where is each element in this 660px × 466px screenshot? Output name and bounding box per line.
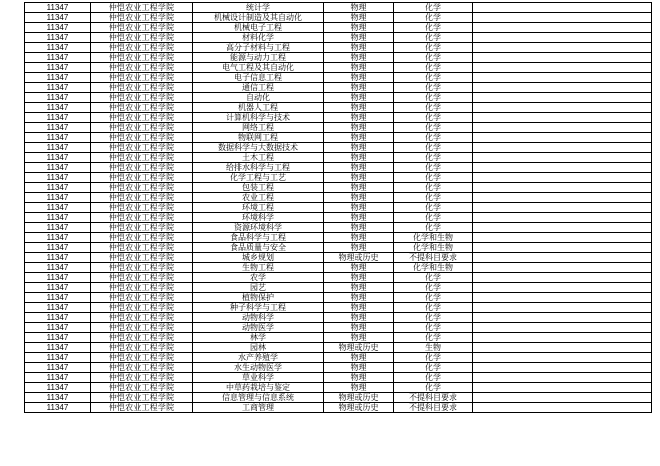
table-row — [25, 53, 652, 63]
school-name-cell: 仲恺农业工程学院 — [91, 173, 193, 183]
empty-cell — [473, 313, 652, 323]
school-code-cell: 11347 — [25, 263, 91, 273]
second-subject-cell: 化学 — [394, 13, 473, 23]
empty-cell — [473, 23, 652, 33]
first-subject-cell: 物理 — [324, 243, 394, 253]
second-subject-cell: 化学 — [394, 213, 473, 223]
school-name-cell: 仲恺农业工程学院 — [91, 203, 193, 213]
school-name-cell: 仲恺农业工程学院 — [91, 153, 193, 163]
first-subject-cell: 物理 — [324, 373, 394, 383]
school-name-cell: 仲恺农业工程学院 — [91, 123, 193, 133]
table-row — [25, 133, 652, 143]
school-code-cell: 11347 — [25, 313, 91, 323]
second-subject-cell: 化学 — [394, 103, 473, 113]
empty-cell — [473, 63, 652, 73]
second-subject-cell: 化学 — [394, 333, 473, 343]
table-row — [25, 83, 652, 93]
first-subject-cell: 物理 — [324, 303, 394, 313]
empty-cell — [473, 353, 652, 363]
empty-cell — [473, 163, 652, 173]
school-code-cell: 11347 — [25, 43, 91, 53]
second-subject-cell: 化学 — [394, 23, 473, 33]
major-name-cell: 机器人工程 — [193, 103, 324, 113]
empty-cell — [473, 343, 652, 353]
second-subject-cell: 化学 — [394, 303, 473, 313]
first-subject-cell: 物理或历史 — [324, 343, 394, 353]
school-name-cell: 仲恺农业工程学院 — [91, 403, 193, 413]
first-subject-cell: 物理 — [324, 103, 394, 113]
second-subject-cell: 化学 — [394, 83, 473, 93]
table-row — [25, 303, 652, 313]
school-name-cell: 仲恺农业工程学院 — [91, 293, 193, 303]
school-name-cell: 仲恺农业工程学院 — [91, 213, 193, 223]
second-subject-cell: 化学 — [394, 3, 473, 13]
major-name-cell: 材料化学 — [193, 33, 324, 43]
empty-cell — [473, 233, 652, 243]
first-subject-cell: 物理 — [324, 203, 394, 213]
school-code-cell: 11347 — [25, 83, 91, 93]
second-subject-cell: 化学 — [394, 43, 473, 53]
table-row — [25, 13, 652, 23]
major-name-cell: 城乡规划 — [193, 253, 324, 263]
empty-cell — [473, 403, 652, 413]
table-row — [25, 223, 652, 233]
major-name-cell: 工商管理 — [193, 403, 324, 413]
empty-cell — [473, 183, 652, 193]
school-name-cell: 仲恺农业工程学院 — [91, 243, 193, 253]
first-subject-cell: 物理 — [324, 113, 394, 123]
second-subject-cell: 化学 — [394, 163, 473, 173]
major-name-cell: 土木工程 — [193, 153, 324, 163]
school-name-cell: 仲恺农业工程学院 — [91, 313, 193, 323]
school-code-cell: 11347 — [25, 183, 91, 193]
second-subject-cell: 化学 — [394, 143, 473, 153]
first-subject-cell: 物理或历史 — [324, 393, 394, 403]
school-code-cell: 11347 — [25, 153, 91, 163]
school-name-cell: 仲恺农业工程学院 — [91, 23, 193, 33]
major-name-cell: 给排水科学与工程 — [193, 163, 324, 173]
school-name-cell: 仲恺农业工程学院 — [91, 43, 193, 53]
table-row — [25, 183, 652, 193]
school-code-cell: 11347 — [25, 223, 91, 233]
first-subject-cell: 物理 — [324, 43, 394, 53]
school-code-cell: 11347 — [25, 143, 91, 153]
school-name-cell: 仲恺农业工程学院 — [91, 53, 193, 63]
school-name-cell: 仲恺农业工程学院 — [91, 383, 193, 393]
first-subject-cell: 物理 — [324, 3, 394, 13]
major-name-cell: 电气工程及其自动化 — [193, 63, 324, 73]
empty-cell — [473, 373, 652, 383]
school-name-cell: 仲恺农业工程学院 — [91, 73, 193, 83]
school-code-cell: 11347 — [25, 173, 91, 183]
first-subject-cell: 物理或历史 — [324, 403, 394, 413]
school-code-cell: 11347 — [25, 343, 91, 353]
second-subject-cell: 化学 — [394, 53, 473, 63]
first-subject-cell: 物理 — [324, 383, 394, 393]
second-subject-cell: 化学 — [394, 173, 473, 183]
empty-cell — [473, 3, 652, 13]
first-subject-cell: 物理 — [324, 273, 394, 283]
first-subject-cell: 物理 — [324, 353, 394, 363]
table-row — [25, 173, 652, 183]
school-code-cell: 11347 — [25, 33, 91, 43]
school-code-cell: 11347 — [25, 133, 91, 143]
school-code-cell: 11347 — [25, 353, 91, 363]
school-code-cell: 11347 — [25, 253, 91, 263]
school-name-cell: 仲恺农业工程学院 — [91, 343, 193, 353]
table-row — [25, 283, 652, 293]
school-code-cell: 11347 — [25, 23, 91, 33]
table-row — [25, 73, 652, 83]
school-name-cell: 仲恺农业工程学院 — [91, 303, 193, 313]
major-name-cell: 机械电子工程 — [193, 23, 324, 33]
first-subject-cell: 物理 — [324, 53, 394, 63]
subject-requirements-sheet — [24, 2, 651, 413]
major-name-cell: 环境科学 — [193, 213, 324, 223]
first-subject-cell: 物理 — [324, 173, 394, 183]
school-code-cell: 11347 — [25, 243, 91, 253]
school-name-cell: 仲恺农业工程学院 — [91, 33, 193, 43]
second-subject-cell: 化学 — [394, 113, 473, 123]
table-row — [25, 33, 652, 43]
school-code-cell: 11347 — [25, 373, 91, 383]
school-name-cell: 仲恺农业工程学院 — [91, 253, 193, 263]
school-name-cell: 仲恺农业工程学院 — [91, 373, 193, 383]
school-code-cell: 11347 — [25, 273, 91, 283]
major-name-cell: 林学 — [193, 333, 324, 343]
table-row — [25, 293, 652, 303]
table-row — [25, 383, 652, 393]
school-code-cell: 11347 — [25, 383, 91, 393]
second-subject-cell: 化学和生物 — [394, 243, 473, 253]
first-subject-cell: 物理 — [324, 153, 394, 163]
empty-cell — [473, 83, 652, 93]
table-row — [25, 393, 652, 403]
first-subject-cell: 物理 — [324, 223, 394, 233]
second-subject-cell: 化学 — [394, 273, 473, 283]
empty-cell — [473, 283, 652, 293]
second-subject-cell: 化学 — [394, 63, 473, 73]
table-row — [25, 253, 652, 263]
school-code-cell: 11347 — [25, 193, 91, 203]
empty-cell — [473, 193, 652, 203]
major-name-cell: 动物医学 — [193, 323, 324, 333]
second-subject-cell: 化学 — [394, 203, 473, 213]
school-code-cell: 11347 — [25, 163, 91, 173]
major-name-cell: 中草药栽培与鉴定 — [193, 383, 324, 393]
empty-cell — [473, 393, 652, 403]
major-name-cell: 水产养殖学 — [193, 353, 324, 363]
school-code-cell: 11347 — [25, 103, 91, 113]
school-code-cell: 11347 — [25, 293, 91, 303]
first-subject-cell: 物理 — [324, 313, 394, 323]
school-name-cell: 仲恺农业工程学院 — [91, 263, 193, 273]
school-code-cell: 11347 — [25, 333, 91, 343]
major-name-cell: 生物工程 — [193, 263, 324, 273]
empty-cell — [473, 13, 652, 23]
school-code-cell: 11347 — [25, 203, 91, 213]
second-subject-cell: 化学 — [394, 153, 473, 163]
table-row — [25, 273, 652, 283]
school-name-cell: 仲恺农业工程学院 — [91, 133, 193, 143]
major-name-cell: 包装工程 — [193, 183, 324, 193]
table-row — [25, 203, 652, 213]
school-name-cell: 仲恺农业工程学院 — [91, 103, 193, 113]
major-name-cell: 化学工程与工艺 — [193, 173, 324, 183]
empty-cell — [473, 213, 652, 223]
table-row — [25, 23, 652, 33]
school-name-cell: 仲恺农业工程学院 — [91, 93, 193, 103]
first-subject-cell: 物理 — [324, 233, 394, 243]
major-name-cell: 通信工程 — [193, 83, 324, 93]
first-subject-cell: 物理 — [324, 13, 394, 23]
subject-requirements-table — [24, 2, 652, 413]
school-name-cell: 仲恺农业工程学院 — [91, 83, 193, 93]
major-name-cell: 农学 — [193, 273, 324, 283]
school-code-cell: 11347 — [25, 233, 91, 243]
empty-cell — [473, 333, 652, 343]
table-row — [25, 403, 652, 413]
first-subject-cell: 物理 — [324, 163, 394, 173]
second-subject-cell: 化学和生物 — [394, 263, 473, 273]
first-subject-cell: 物理或历史 — [324, 253, 394, 263]
major-name-cell: 食品科学与工程 — [193, 233, 324, 243]
table-row — [25, 113, 652, 123]
empty-cell — [473, 363, 652, 373]
major-name-cell: 能源与动力工程 — [193, 53, 324, 63]
school-code-cell: 11347 — [25, 93, 91, 103]
table-row — [25, 353, 652, 363]
first-subject-cell: 物理 — [324, 63, 394, 73]
empty-cell — [473, 133, 652, 143]
school-name-cell: 仲恺农业工程学院 — [91, 13, 193, 23]
major-name-cell: 自动化 — [193, 93, 324, 103]
table-row — [25, 63, 652, 73]
major-name-cell: 环境工程 — [193, 203, 324, 213]
first-subject-cell: 物理 — [324, 23, 394, 33]
table-row — [25, 143, 652, 153]
first-subject-cell: 物理 — [324, 263, 394, 273]
table-row — [25, 103, 652, 113]
empty-cell — [473, 143, 652, 153]
major-name-cell: 农业工程 — [193, 193, 324, 203]
school-code-cell: 11347 — [25, 113, 91, 123]
first-subject-cell: 物理 — [324, 123, 394, 133]
major-name-cell: 种子科学与工程 — [193, 303, 324, 313]
school-code-cell: 11347 — [25, 63, 91, 73]
school-name-cell: 仲恺农业工程学院 — [91, 223, 193, 233]
major-name-cell: 网络工程 — [193, 123, 324, 133]
second-subject-cell: 化学 — [394, 363, 473, 373]
first-subject-cell: 物理 — [324, 183, 394, 193]
empty-cell — [473, 123, 652, 133]
first-subject-cell: 物理 — [324, 323, 394, 333]
empty-cell — [473, 33, 652, 43]
second-subject-cell: 化学 — [394, 313, 473, 323]
school-name-cell: 仲恺农业工程学院 — [91, 3, 193, 13]
second-subject-cell: 不提科目要求 — [394, 253, 473, 263]
school-name-cell: 仲恺农业工程学院 — [91, 163, 193, 173]
second-subject-cell: 生物 — [394, 343, 473, 353]
major-name-cell: 信息管理与信息系统 — [193, 393, 324, 403]
school-name-cell: 仲恺农业工程学院 — [91, 393, 193, 403]
table-row — [25, 153, 652, 163]
second-subject-cell: 不提科目要求 — [394, 403, 473, 413]
second-subject-cell: 化学 — [394, 33, 473, 43]
second-subject-cell: 化学 — [394, 283, 473, 293]
school-code-cell: 11347 — [25, 73, 91, 83]
table-row — [25, 213, 652, 223]
second-subject-cell: 化学 — [394, 373, 473, 383]
first-subject-cell: 物理 — [324, 83, 394, 93]
table-row — [25, 263, 652, 273]
first-subject-cell: 物理 — [324, 213, 394, 223]
empty-cell — [473, 323, 652, 333]
second-subject-cell: 化学 — [394, 383, 473, 393]
first-subject-cell: 物理 — [324, 133, 394, 143]
table-row — [25, 193, 652, 203]
empty-cell — [473, 93, 652, 103]
second-subject-cell: 化学 — [394, 353, 473, 363]
school-code-cell: 11347 — [25, 3, 91, 13]
empty-cell — [473, 303, 652, 313]
school-code-cell: 11347 — [25, 323, 91, 333]
table-row — [25, 163, 652, 173]
table-row — [25, 373, 652, 383]
school-code-cell: 11347 — [25, 363, 91, 373]
empty-cell — [473, 243, 652, 253]
school-name-cell: 仲恺农业工程学院 — [91, 63, 193, 73]
empty-cell — [473, 203, 652, 213]
school-code-cell: 11347 — [25, 393, 91, 403]
empty-cell — [473, 263, 652, 273]
second-subject-cell: 不提科目要求 — [394, 393, 473, 403]
school-name-cell: 仲恺农业工程学院 — [91, 193, 193, 203]
second-subject-cell: 化学 — [394, 133, 473, 143]
first-subject-cell: 物理 — [324, 33, 394, 43]
table-row — [25, 323, 652, 333]
school-code-cell: 11347 — [25, 123, 91, 133]
school-name-cell: 仲恺农业工程学院 — [91, 333, 193, 343]
major-name-cell: 电子信息工程 — [193, 73, 324, 83]
empty-cell — [473, 43, 652, 53]
empty-cell — [473, 383, 652, 393]
second-subject-cell: 化学 — [394, 73, 473, 83]
table-row — [25, 233, 652, 243]
first-subject-cell: 物理 — [324, 193, 394, 203]
empty-cell — [473, 173, 652, 183]
school-code-cell: 11347 — [25, 53, 91, 63]
school-name-cell: 仲恺农业工程学院 — [91, 183, 193, 193]
second-subject-cell: 化学 — [394, 293, 473, 303]
school-name-cell: 仲恺农业工程学院 — [91, 143, 193, 153]
major-name-cell: 草业科学 — [193, 373, 324, 383]
school-name-cell: 仲恺农业工程学院 — [91, 323, 193, 333]
first-subject-cell: 物理 — [324, 363, 394, 373]
table-row — [25, 363, 652, 373]
empty-cell — [473, 153, 652, 163]
major-name-cell: 数据科学与大数据技术 — [193, 143, 324, 153]
empty-cell — [473, 113, 652, 123]
second-subject-cell: 化学 — [394, 93, 473, 103]
table-row — [25, 43, 652, 53]
major-name-cell: 园林 — [193, 343, 324, 353]
major-name-cell: 水生动物医学 — [193, 363, 324, 373]
second-subject-cell: 化学 — [394, 223, 473, 233]
major-name-cell: 机械设计制造及其自动化 — [193, 13, 324, 23]
major-name-cell: 高分子材料与工程 — [193, 43, 324, 53]
second-subject-cell: 化学 — [394, 183, 473, 193]
school-code-cell: 11347 — [25, 213, 91, 223]
empty-cell — [473, 103, 652, 113]
second-subject-cell: 化学和生物 — [394, 233, 473, 243]
major-name-cell: 植物保护 — [193, 293, 324, 303]
empty-cell — [473, 223, 652, 233]
table-row — [25, 243, 652, 253]
school-name-cell: 仲恺农业工程学院 — [91, 283, 193, 293]
major-name-cell: 资源环境科学 — [193, 223, 324, 233]
table-row — [25, 123, 652, 133]
first-subject-cell: 物理 — [324, 283, 394, 293]
first-subject-cell: 物理 — [324, 143, 394, 153]
school-code-cell: 11347 — [25, 283, 91, 293]
major-name-cell: 物联网工程 — [193, 133, 324, 143]
first-subject-cell: 物理 — [324, 293, 394, 303]
school-code-cell: 11347 — [25, 403, 91, 413]
major-name-cell: 园艺 — [193, 283, 324, 293]
table-row — [25, 333, 652, 343]
school-name-cell: 仲恺农业工程学院 — [91, 363, 193, 373]
second-subject-cell: 化学 — [394, 123, 473, 133]
empty-cell — [473, 73, 652, 83]
empty-cell — [473, 273, 652, 283]
second-subject-cell: 化学 — [394, 193, 473, 203]
empty-cell — [473, 253, 652, 263]
table-row — [25, 93, 652, 103]
major-name-cell: 动物科学 — [193, 313, 324, 323]
first-subject-cell: 物理 — [324, 93, 394, 103]
major-name-cell: 统计学 — [193, 3, 324, 13]
school-name-cell: 仲恺农业工程学院 — [91, 233, 193, 243]
first-subject-cell: 物理 — [324, 333, 394, 343]
empty-cell — [473, 293, 652, 303]
table-row — [25, 3, 652, 13]
school-name-cell: 仲恺农业工程学院 — [91, 113, 193, 123]
table-row — [25, 313, 652, 323]
first-subject-cell: 物理 — [324, 73, 394, 83]
table-row — [25, 343, 652, 353]
school-name-cell: 仲恺农业工程学院 — [91, 273, 193, 283]
major-name-cell: 计算机科学与技术 — [193, 113, 324, 123]
second-subject-cell: 化学 — [394, 323, 473, 333]
school-code-cell: 11347 — [25, 303, 91, 313]
major-name-cell: 食品质量与安全 — [193, 243, 324, 253]
school-name-cell: 仲恺农业工程学院 — [91, 353, 193, 363]
table-body — [25, 3, 652, 413]
empty-cell — [473, 53, 652, 63]
school-code-cell: 11347 — [25, 13, 91, 23]
